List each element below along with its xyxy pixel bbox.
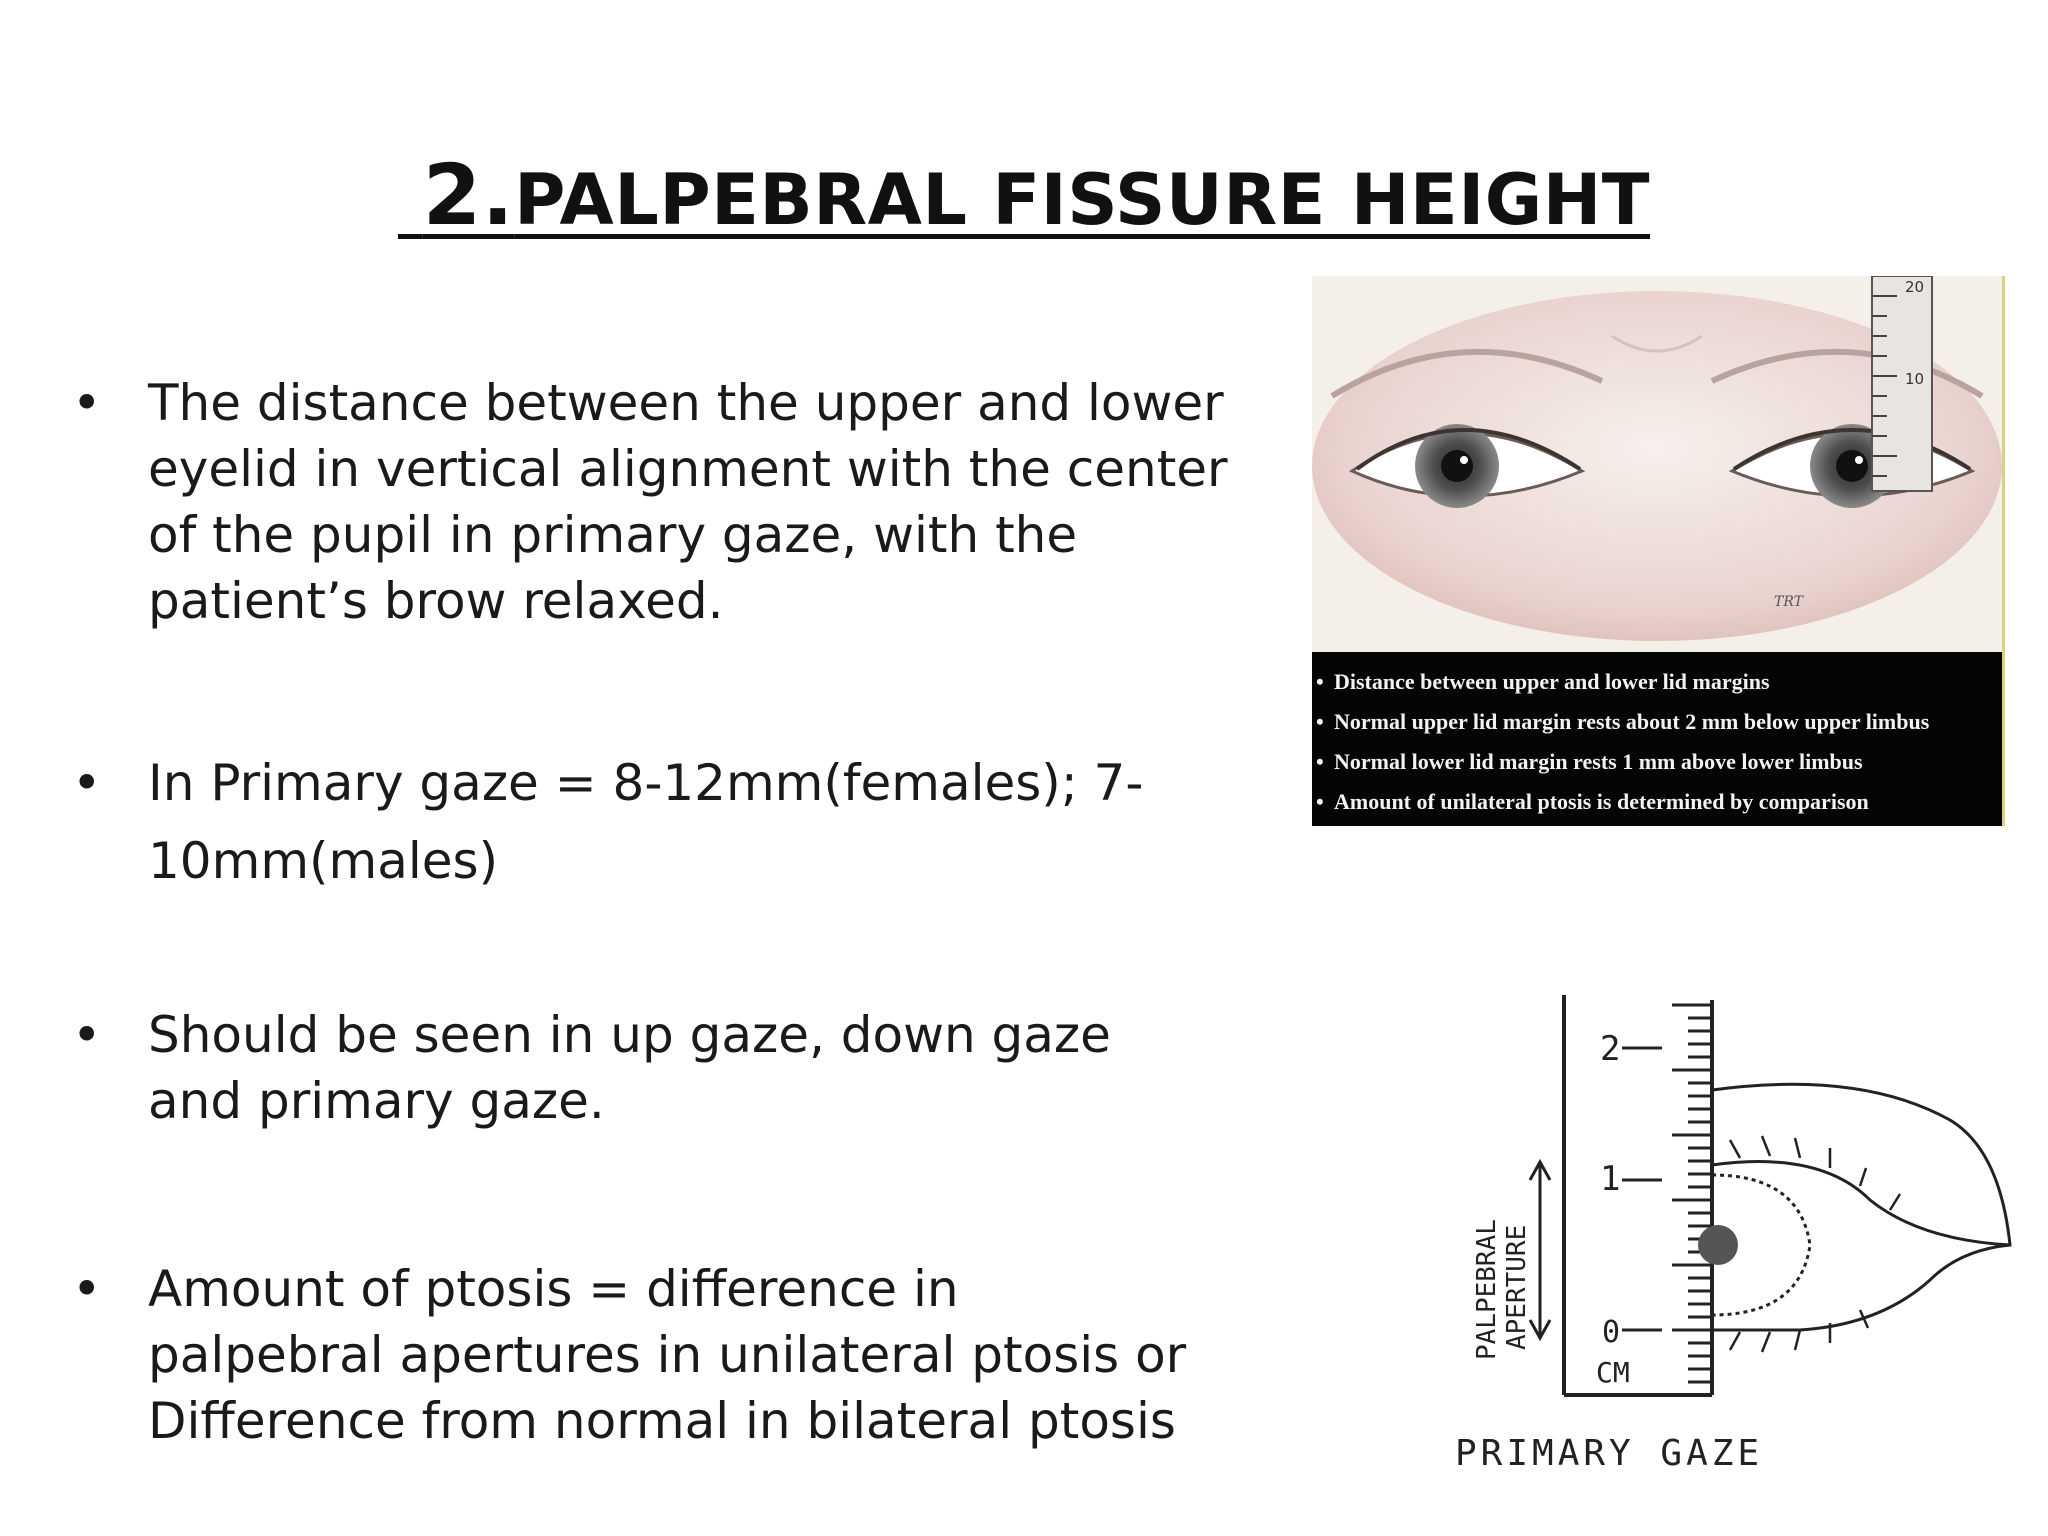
bullet-item	[60, 1002, 1188, 1134]
bullet-dot: •	[72, 754, 102, 812]
axis-label-palpebral: PALPEBRAL	[1472, 1219, 1502, 1360]
eye-illustration	[1312, 276, 2002, 652]
ruler-mark-20: 20	[1905, 278, 1925, 296]
slide-title	[0, 146, 2048, 245]
bullet-dot: •	[72, 1260, 102, 1318]
bullet-text: The distance between the upper and lower eyelid in vertical alignment with the center of the pupil in primary gaze, with the patient’s brow relaxed.	[148, 374, 1228, 630]
artist-signature: TRT	[1774, 594, 1803, 610]
caption-text: Amount of unilateral ptosis is determined by comparison	[1334, 789, 1869, 814]
caption-text: Normal lower lid margin rests 1 mm above lower limbus	[1334, 749, 1863, 774]
bullet-text: Should be seen in up gaze, down gaze and primary gaze.	[148, 1006, 1111, 1130]
axis-label-aperture: APERTURE	[1502, 1224, 1532, 1350]
ruler-label-0: 0	[1602, 1315, 1621, 1350]
caption-text: Normal upper lid margin rests about 2 mm below upper limbus	[1334, 709, 1930, 734]
eye-photo-panel	[1312, 276, 2005, 826]
ruler-label-2: 2	[1600, 1029, 1621, 1069]
unit-label: CM	[1596, 1356, 1630, 1389]
ruler-ticks	[1672, 1005, 1712, 1382]
caption-line	[1312, 702, 2002, 742]
ruler-mark-10: 10	[1905, 370, 1925, 388]
bullet-text: In Primary gaze = 8-12mm(females); 7-10mm(males)	[148, 754, 1144, 890]
bullet-list	[60, 370, 1230, 1454]
caption-line	[1312, 662, 2002, 702]
title-underline	[398, 146, 1651, 244]
photo-caption-box	[1312, 652, 2002, 826]
ruler-label-1: 1	[1600, 1159, 1621, 1199]
caption-dot: •	[1316, 789, 1324, 814]
bullet-dot: •	[72, 374, 102, 432]
bullet-item	[60, 744, 1188, 900]
bullet-item	[60, 1256, 1188, 1454]
diagram-drawing	[1400, 990, 2040, 1490]
caption-text: Distance between upper and lower lid margins	[1334, 669, 1770, 694]
caption-dot: •	[1316, 749, 1324, 774]
caption-dot: •	[1316, 669, 1324, 694]
bullet-dot: •	[72, 1006, 102, 1064]
diagram-caption: PRIMARY GAZE	[1455, 1433, 1764, 1474]
primary-gaze-diagram	[1400, 990, 2040, 1490]
caption-line	[1312, 742, 2002, 782]
title-text: PALPEBRAL FISSURE HEIGHT	[514, 159, 1651, 241]
title-number: 2.	[422, 146, 515, 244]
bullet-text: Amount of ptosis = difference in palpebral apertures in unilateral ptosis or Difference from normal in bilateral ptosis	[148, 1260, 1187, 1450]
caption-dot: •	[1316, 709, 1324, 734]
caption-line	[1312, 782, 2002, 822]
bullet-item	[60, 370, 1278, 634]
